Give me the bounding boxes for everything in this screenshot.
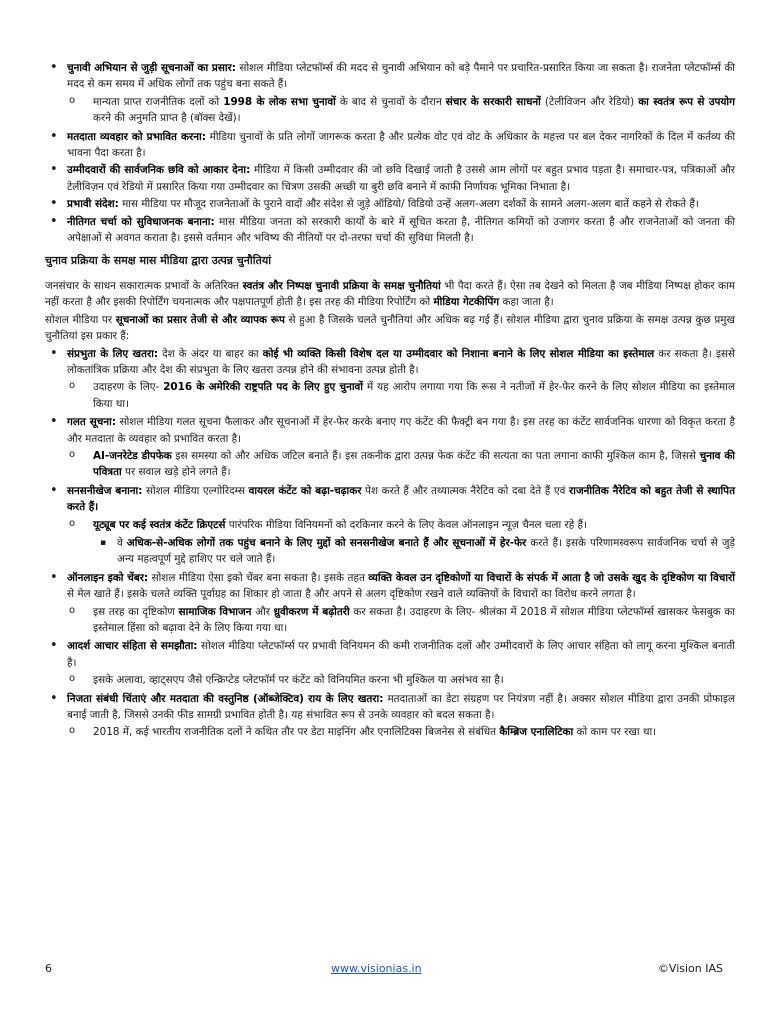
sub-list-item: [45, 724, 735, 740]
text: सोशल मीडिया पर: [45, 313, 116, 326]
text: इसके अलावा, व्हाट्सएप जैसे एन्क्रिप्टेड प्लेटफॉर्म पर कंटेंट को विनियमित करना भी मुश्किल या असंभव सा है।: [93, 674, 504, 687]
item-heading: मतदाता व्यवहार को प्रभावित करना:: [67, 130, 206, 143]
sub-list-item: [45, 379, 735, 412]
list-item: [45, 60, 735, 93]
text: सोशल मीडिया प्लेटफॉर्म्स पर प्रभावी विनियमन की कमी राजनीतिक दलों और उम्मीदवारों के लिए आचार संहिता को लागू करना मुश्किल बनाती है।: [67, 640, 735, 669]
list-item: [45, 346, 735, 379]
emphasis: मीडिया गेटकीपिंग: [433, 296, 500, 309]
item-heading: ऑनलाइन इको चेंबर:: [67, 571, 149, 584]
text: कर सकता है। इससे लोकतांत्रिक प्रक्रिया और देश की संप्रभुता के लिए खतरा उत्पन्न होने की संभावना उत्पन्न होती है।: [67, 347, 736, 376]
text: और: [251, 605, 274, 618]
document-body: [45, 60, 735, 743]
text: से मेल खाते हैं। इसके चलते व्यक्ति पूर्वाग्रह का शिकार हो जाता है और अपने से अलग दृष्टिकोण रखने वाले व्यक्तियों के विचारों का विरोध करने लगता है।: [67, 588, 636, 601]
copyright-text: ©Vision IAS: [657, 962, 723, 975]
item-heading: निजता संबंधी चिंताएं और मतदाता की वस्तुनिष्ठ (ऑब्जेक्टिव) राय के लिए खतरा:: [67, 692, 384, 705]
item-heading: सनसनीखेज बनाना:: [67, 484, 143, 497]
website-link[interactable]: www.visionias.in: [331, 962, 422, 975]
emphasis: संचार के सरकारी साधनों: [445, 95, 541, 108]
text: को काम पर रखा था।: [573, 726, 657, 739]
emphasis: अधिक-से-अधिक लोगों तक पहुंच बनाने के लिए मुद्दों को सनसनीखेज बनाते हैं और सूचनाओं में हेर-फेर: [126, 536, 527, 549]
challenges-list: [45, 346, 735, 741]
item-text: मास मीडिया जनता को सरकारी कार्यों के बारे में सूचित करता है, नीतिगत कमियों को उजागर करता है और राजनेताओं को जनता की अपेक्षाओं से अवगत कराता है। इससे वर्तमान और भविष्य की नीतियों पर दो-तरफा चर्चा की सुविधा मिलती है।: [67, 215, 736, 245]
list-item: [45, 196, 735, 212]
text: 2018 में, कई भारतीय राजनीतिक दलों ने कथित तौर पर डेटा माइनिंग और एनालिटिक्स बिजनेस से संबंधित: [93, 726, 500, 739]
text: भी पैदा करते हैं। ऐसा तब देखने को मिलता है जब मीडिया निष्पक्ष होकर काम नहीं करता है और इसकी रिपोर्टिंग चयनात्मक और पक्षपातपूर्ण होती है। इस तरह की मीडिया रिपोर्टिंग को: [45, 279, 736, 309]
list-item: [45, 691, 735, 724]
section-heading: चुनाव प्रक्रिया के समक्ष मास मीडिया द्वारा उत्पन्न चुनौतियां: [45, 254, 272, 268]
item-heading: नीतिगत चर्चा को सुविधाजनक बनाना:: [67, 215, 215, 228]
item-heading: उम्मीदवारों की सार्वजनिक छवि को आकार देना:: [67, 164, 251, 177]
item-text: सोशल मीडिया प्लेटफॉर्म्स की मदद से चुनावी अभियान को बड़े पैमाने पर प्रचारित-प्रसारित किया जा सकता है। राजनेता प्लेटफॉर्म्स की मदद से कम समय में अधिक लोगों तक पहुंच बना सकते हैं।: [67, 62, 735, 91]
benefits-list: [45, 60, 735, 246]
text: इस तरह का दृष्टिकोण: [93, 605, 179, 618]
text: जनसंचार के साधन सकारात्मक प्रभावों के अतिरिक्त: [45, 279, 243, 292]
text: इस समस्या को और अधिक जटिल बनाते हैं। इस तकनीक द्वारा उत्पन्न फेक कंटेंट की सत्यता का पता लगाना काफी मुश्किल काम है, जिससे: [171, 449, 700, 462]
text: मान्यता प्राप्त राजनीतिक दलों को: [93, 95, 224, 108]
list-item: [45, 638, 735, 671]
sub-sub-list-item: [45, 535, 735, 568]
list-item: [45, 483, 735, 516]
text: पारंपरिक मीडिया विनियमनों को दरकिनार करने के लिए केवल ऑनलाइन न्यूज़ चैनल चला रहे हैं।: [225, 518, 587, 531]
sub-list-item: [45, 604, 735, 637]
item-heading: संप्रभुता के लिए खतरा:: [67, 347, 159, 360]
list-item: [45, 570, 735, 603]
text: मतदाताओं का डेटा संग्रहण पर नियंत्रण नहीं है। अक्सर सोशल मीडिया द्वारा उनकी प्रोफाइल बनाई जाती है, जिससे उनकी फीड सामग्री प्रभावित होती है। यह संभावित रूप से उनके व्यवहार को बदल सकता है।: [67, 692, 735, 722]
emphasis: 2016 के अमेरिकी राष्ट्रपति पद के लिए हुए चुनावों: [163, 381, 364, 394]
list-item: [45, 214, 735, 247]
text: पर सवाल खड़े होने लगते हैं।: [121, 466, 231, 479]
text: करते हैं। इसके परिणामस्वरूप सार्वजनिक चर्चा से जुड़े अन्य महत्वपूर्ण मुद्दे हाशिए पर चले जाते हैं।: [117, 536, 735, 566]
emphasis: यूट्यूब पर कई स्वतंत्र कंटेंट क्रिएटर्स: [93, 518, 226, 531]
emphasis: सूचनाओं का प्रसार तेजी से और व्यापक रूप: [115, 313, 285, 326]
emphasis: वायरल कंटेंट को बढ़ा-चढ़ाकर: [248, 484, 362, 497]
emphasis: व्यक्ति केवल उन दृष्टिकोणों या विचारों के संपर्क में आता है जो उसके खुद के दृष्टिकोण या विचारों: [368, 571, 735, 584]
emphasis: सामाजिक विभाजन: [178, 605, 252, 618]
emphasis: राजनीतिक नैरेटिव को बहुत तेजी से स्थापित करते हैं।: [67, 484, 736, 514]
emphasis: का स्वतंत्र रूप से उपयोग: [638, 95, 735, 108]
page-footer: [0, 962, 768, 982]
list-item: [45, 129, 735, 162]
text: सोशल मीडिया गलत सूचना फैलाकर और सूचनाओं में हेर-फेर करके बनाए गए कंटेंट की फैक्ट्री बन गया है। इस तरह का कंटेंट सार्वजनिक धारणा को विकृत करता है और मतदाता के व्यवहार को प्रभावित करता है।: [67, 416, 736, 445]
text: (टेलीविजन और रेडियो): [540, 95, 639, 108]
text: सोशल मीडिया एल्गोरिदम्स: [142, 484, 249, 497]
text: में यह आरोप लगाया गया कि रूस ने नतीजों में हेर-फेर करने के लिए सोशल मीडिया का इस्तेमाल किया था।: [93, 381, 735, 410]
text: कर सकता है। उदाहरण के लिए- श्रीलंका में 2018 में सोशल मीडिया प्लेटफॉर्म्स खासकर फेसबुक का इस्तेमाल हिंसा को बढ़ावा देने के लिए किया गया था।: [93, 605, 735, 634]
text: देश के अंदर या बाहर का: [158, 347, 263, 360]
item-text: मास मीडिया पर मौजूद राजनेताओं के पुराने वादों और संदेश से जुड़े ऑडियो/ विडियो उन्हें अलग-अलग दर्शकों के सामने अलग-अलग बातें कहने से रोकते हैं।: [118, 198, 699, 211]
item-heading: चुनावी अभियान से जुड़ी सूचनाओं का प्रसार:: [67, 62, 236, 74]
text: से हुआ है जिसके चलते चुनौतियां और अधिक बढ़ गई हैं। सोशल मीडिया द्वारा चुनाव प्रक्रिया के समक्ष उत्पन्न कुछ प्रमुख चुनौतियां इस प्रकार हैं:: [45, 313, 735, 343]
emphasis: 1998 के लोक सभा चुनावों: [223, 95, 336, 108]
paragraph: [45, 312, 735, 345]
list-item: [45, 414, 735, 447]
sub-list-item: [45, 448, 735, 481]
item-text: मीडिया चुनावों के प्रति लोगों जागरूक करता है और प्रत्येक वोट एवं वोट के अधिकार के महत्त्व पर बल देकर नागरिकों के दिल में कर्तव्य की भावना पैदा करता है।: [67, 130, 736, 160]
emphasis: कैम्ब्रिज एनालिटिका: [499, 726, 574, 739]
item-text: मीडिया में किसी उम्मीदवार की जो छवि दिखाई जाती है उससे आम लोगों पर बहुत प्रभाव पड़ता है। समाचार-पत्र, पत्रिकाओं और टेलीविज़न एवं रेडियो में प्रसारित किया गया उम्मीदवार का चित्रण उसकी अच्छी या बुरी छवि बनाने में काफी निर्णायक भूमिका निभाता है।: [67, 164, 735, 193]
emphasis: चुनाव की पवित्रता: [93, 449, 735, 479]
text: वे: [117, 536, 127, 549]
item-heading: प्रभावी संदेश:: [67, 198, 119, 211]
emphasis: ध्रुवीकरण में बढ़ोतरी: [273, 605, 350, 618]
text: सोशल मीडिया ऐसा इको चेंबर बना सकता है। इसके तहत: [148, 571, 369, 584]
text: के बाद से चुनावों के दौरान: [335, 95, 446, 108]
sub-list-item: [45, 94, 735, 127]
item-heading: गलत सूचना:: [67, 416, 116, 429]
text: उदाहरण के लिए-: [93, 381, 164, 394]
emphasis: स्वतंत्र और निष्पक्ष चुनावी प्रक्रिया के समक्ष चुनौतियां: [242, 279, 441, 292]
text: पेश करते हैं और तथ्यात्मक नैरेटिव को दबा देते हैं एवं: [361, 484, 569, 497]
sub-list-item: [45, 517, 735, 533]
page-number: 6: [45, 962, 52, 975]
sub-list-item: [45, 672, 735, 688]
emphasis: AI-जनरेटेड डीपफेक: [93, 449, 172, 462]
item-heading: आदर्श आचार संहिता से समझौता:: [67, 640, 198, 653]
text: कहा जाता है।: [499, 296, 554, 309]
emphasis: कोई भी व्यक्ति किसी विशेष दल या उम्मीदवार को निशाना बनाने के लिए सोशल मीडिया का इस्तेमाल: [262, 347, 655, 360]
list-item: [45, 162, 735, 195]
paragraph: [45, 278, 735, 311]
text: करने की अनुमति प्राप्त है (बॉक्स देखें)।: [93, 112, 241, 125]
